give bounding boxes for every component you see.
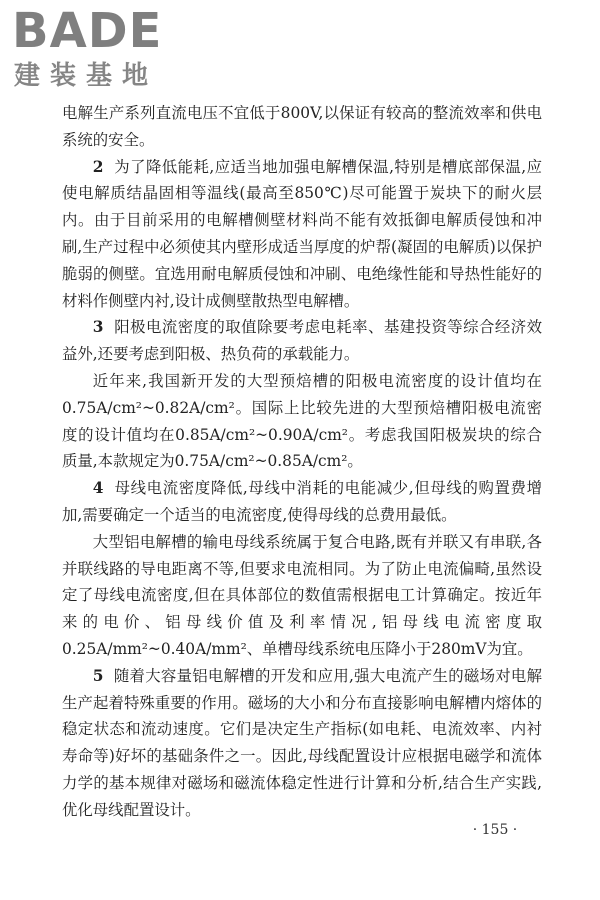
paragraph [62, 100, 542, 154]
paragraph-text: 大型铝电解槽的输电母线系统属于复合电路,既有并联又有串联,各并联线路的导电距离不等,但要求电流相同。为了防止电流偏畸,虽然设定了母线电流密度,但在具体部位的数值需根据电工计算确定。按近年来的电价、铝母线价值及利率情况,铝母线电流密度取0.25A/mm²~0.40A/mm²、单槽母线系统电压降小于280mV为宜。 [62, 532, 542, 658]
page-number: · 155 · [472, 822, 518, 838]
paragraph-text: 阳极电流密度的取值除要考虑电耗率、基建投资等综合经济效益外,还要考虑到阳极、热负荷的承载能力。 [62, 318, 542, 364]
paragraph [62, 475, 542, 529]
clause-number: 3 [92, 318, 104, 337]
paragraph [62, 368, 542, 475]
paragraph-text: 近年来,我国新开发的大型预焙槽的阳极电流密度的设计值均在0.75A/cm²~0.82A/cm²。国际上比较先进的大型预焙槽阳极电流密度的设计值均在0.85A/cm²~0.90A/cm²。考虑我国阳极炭块的综合质量,本款规定为0.75A/cm²~0.85A/cm²。 [62, 371, 542, 471]
logo-subtitle: 建装基地 [14, 61, 159, 91]
paragraph [62, 529, 542, 663]
paragraph-text: 电解生产系列直流电压不宜低于800V,以保证有较高的整流效率和供电系统的安全。 [62, 104, 542, 149]
paragraph-text: 随着大容量铝电解槽的开发和应用,强大电流产生的磁场对电解生产起着特殊重要的作用。磁场的大小和分布直接影响电解槽内熔体的稳定状态和流动速度。它们是决定生产指标(如电耗、电流效率、内衬寿命等)好坏的基础条件之一。因此,母线配置设计应根据电磁学和流体力学的基本规律对磁场和磁流体稳定性进行计算和分析,结合生产实践,优化母线配置设计。 [62, 666, 542, 819]
paragraph-text: 为了降低能耗,应适当地加强电解槽保温,特别是槽底部保温,应使电解质结晶固相等温线(最高至850℃)尽可能置于炭块下的耐火层内。由于目前采用的电解槽侧壁材料尚不能有效抵御电解质侵蚀和冲刷,生产过程中必须使其内壁形成适当厚度的炉帮(凝固的电解质)以保护脆弱的侧壁。宜选用耐电解质侵蚀和冲刷、电绝缘性能和导热性能好的材料作侧壁内衬,设计成侧壁散热型电解槽。 [62, 157, 542, 310]
logo-wordmark: BADE [12, 3, 163, 59]
paragraph [62, 663, 542, 824]
body-text [62, 100, 542, 824]
paragraph-text: 母线电流密度降低,母线中消耗的电能减少,但母线的购置费增加,需要确定一个适当的电流密度,使得母线的总费用最低。 [62, 479, 542, 524]
clause-number: 5 [92, 666, 104, 685]
paragraph [62, 154, 542, 315]
logo [12, 3, 182, 91]
clause-number: 4 [92, 479, 104, 498]
clause-number: 2 [92, 157, 104, 176]
paragraph [62, 314, 542, 368]
